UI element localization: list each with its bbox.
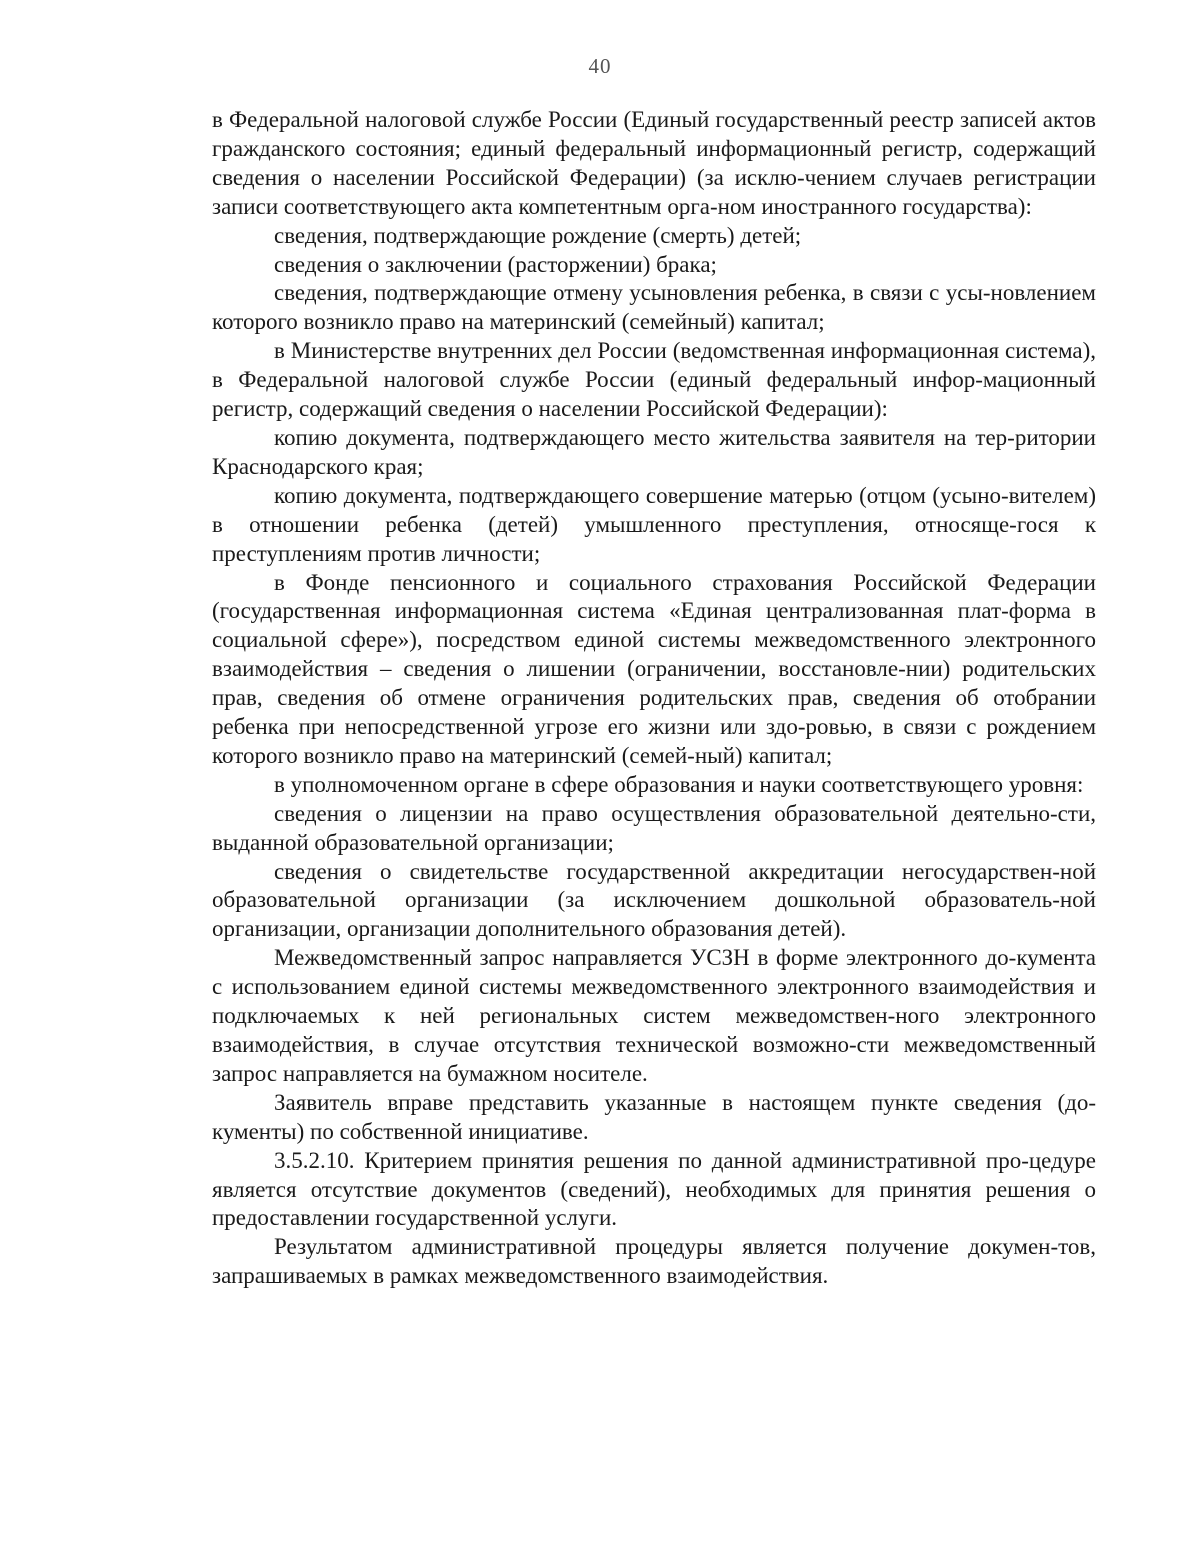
page-number: 40	[588, 54, 612, 78]
paragraph-education-body: в уполномоченном органе в сфере образования и науки соответствующего уровня:	[274, 771, 1084, 797]
paragraph-residence: копию документа, подтверждающего место жительства заявителя на тер-ритории Краснодарского края;	[212, 424, 1096, 479]
paragraph-sfr: в Фонде пенсионного и социального страхования Российской Федерации (государственная информационная система «Единая централизованная плат-форма в социальной сфере»), посредством единой системы межведомственного электронного взаимодействия – сведения о лишении (ограничении, восстановле-нии) родительских прав, сведения об отмене ограничения родительских прав, сведения об отобрании ребенка при непосредственной угрозе его жизни или здо-ровью, в связи с рождением которого возникло право на материнский (семей-ный) капитал;	[212, 569, 1096, 768]
paragraph-mvd: в Министерстве внутренних дел России (ведомственная информационная система), в Федеральной налоговой службе России (единый федеральный инфор-мационный регистр, содержащий сведения о населении Российской Федерации):	[212, 338, 1096, 422]
paragraph-adoption-cancel: сведения, подтверждающие отмену усыновления ребенка, в связи с усы-новлением которого возникло право на материнский (семейный) капитал;	[212, 280, 1096, 335]
paragraph-marriage: сведения о заключении (расторжении) брака;	[274, 251, 717, 277]
paragraph-interagency-request: Межведомственный запрос направляется УСЗН в форме электронного до-кумента с использованием единой системы межведомственного электронного взаимодействия и подключаемых к ней региональных систем межведомствен-ного электронного взаимодействия, в случае отсутствия технической возможно-сти межведомственный запрос направляется на бумажном носителе.	[212, 945, 1096, 1086]
paragraph-result: Результатом административной процедуры является получение докумен-тов, запрашиваемых в рамках межведомственного взаимодействия.	[212, 1234, 1096, 1289]
paragraph-own-initiative: Заявитель вправе представить указанные в настоящем пункте сведения (до-кументы) по собственной инициативе.	[212, 1089, 1096, 1144]
document-body	[212, 106, 1096, 1291]
paragraph-fns-registry: в Федеральной налоговой службе России (Единый государственный реестр записей актов гражданского состояния; единый федеральный информационный регистр, содержащий сведения о населении Российской Федерации) (за исклю-чением случаев регистрации записи соответствующего акта компетентным орга-ном иностранного государства):	[212, 107, 1096, 219]
paragraph-crime: копию документа, подтверждающего совершение матерью (отцом (усыно-вителем) в отношении ребенка (детей) умышленного преступления, относяще-гося к преступлениям против личности;	[212, 482, 1096, 566]
paragraph-accreditation: сведения о свидетельстве государственной аккредитации негосударствен-ной образовательной организации (за исключением дошкольной образователь-ной организации, организации дополнительного образования детей).	[212, 858, 1096, 942]
paragraph-criterion: 3.5.2.10. Критерием принятия решения по данной административной про-цедуре является отсутствие документов (сведений), необходимых для принятия решения о предоставлении государственной услуги.	[212, 1147, 1096, 1231]
paragraph-birth-death: сведения, подтверждающие рождение (смерть) детей;	[274, 222, 802, 248]
paragraph-license: сведения о лицензии на право осуществления образовательной деятельно-сти, выданной образовательной организации;	[212, 800, 1096, 855]
